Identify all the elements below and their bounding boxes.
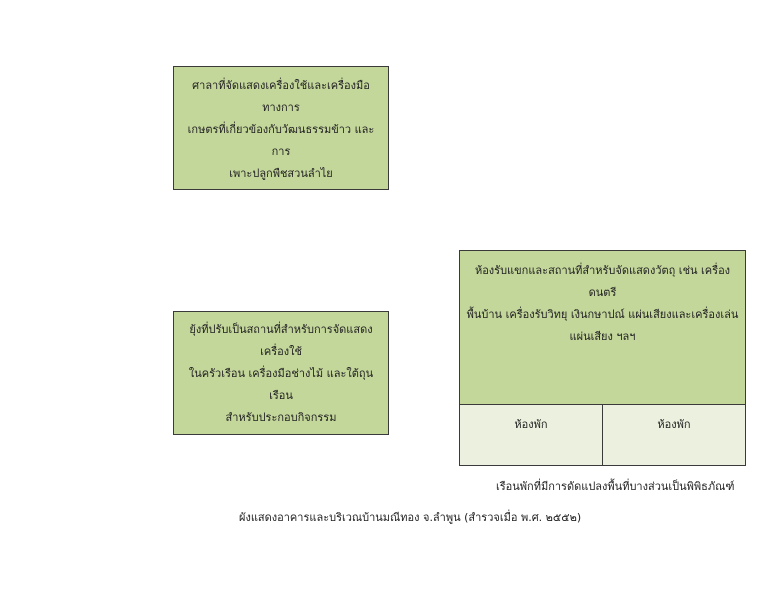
room-box: ห้องพัก xyxy=(459,404,603,466)
granary-description xyxy=(174,319,388,429)
house-box xyxy=(459,250,746,405)
pavilion-line: ศาลาที่จัดแสดงเครื่องใช้และเครื่องมือทางการ xyxy=(192,79,370,114)
house-line: ห้องรับแขกและสถานที่สำหรับจัดแสดงวัตถุ เช่น เครื่องดนตรี xyxy=(474,264,731,299)
house-line: พื้นบ้าน เครื่องรับวิทยุ เงินกษาปณ์ แผ่นเสียงและเครื่องเล่น xyxy=(466,308,739,321)
granary-box xyxy=(173,311,389,435)
pavilion-box xyxy=(173,66,389,190)
granary-line: ยุ้งที่ปรับเป็นสถานที่สำหรับการจัดแสดงเครื่องใช้ xyxy=(189,323,373,358)
granary-line: ในครัวเรือน เครื่องมือช่างไม้ และใต้ถุนเรือน xyxy=(188,367,374,402)
granary-line: สำหรับประกอบกิจกรรม xyxy=(225,411,337,424)
pavilion-description xyxy=(174,75,388,185)
house-description xyxy=(460,260,745,348)
house-caption: เรือนพักที่มีการดัดแปลงพื้นที่บางส่วนเป็นพิพิธภัณฑ์ xyxy=(496,480,735,493)
room-box: ห้องพัก xyxy=(602,404,746,466)
pavilion-line: เกษตรที่เกี่ยวข้องกับวัฒนธรรมข้าว และการ xyxy=(187,123,375,158)
pavilion-line: เพาะปลูกพืชสวนลำไย xyxy=(229,167,333,180)
diagram-caption: ผังแสดงอาคารและบริเวณบ้านมณีทอง จ.ลำพูน (สำรวจเมื่อ พ.ศ. ๒๕๕๒) xyxy=(239,511,582,524)
house-line: แผ่นเสียง ฯลฯ xyxy=(569,330,636,343)
